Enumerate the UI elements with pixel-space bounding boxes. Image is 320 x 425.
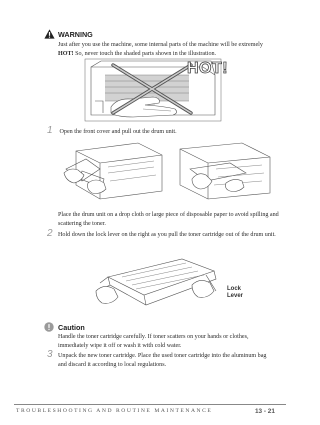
step-2-text: Hold down the lock lever on the right as you pull the toner cartridge out of the drum unit. xyxy=(58,232,276,238)
caution-heading: Caution xyxy=(58,323,85,332)
warning-text-before: Just after you use the machine, some internal parts of the machine will be extremely xyxy=(58,42,263,48)
open-cover-illustration xyxy=(60,139,168,203)
step-1-text: Open the front cover and pull out the drum unit. xyxy=(58,129,177,135)
drum-note-text: Place the drum unit on a drop cloth or large piece of disposable paper to avoid spilling and scattering the toner. xyxy=(58,212,279,227)
lock-lever-label xyxy=(227,286,243,299)
step-2-number: 2 xyxy=(47,228,53,239)
hot-label: HOT! xyxy=(187,60,229,77)
caution-text: Handle the toner cartridge carefully. If toner scatters on your hands or clothes, immediately wipe it off or wash it with cold water. xyxy=(58,334,249,349)
lock-label-line2: Lever xyxy=(227,292,244,299)
caution-icon xyxy=(44,322,54,332)
footer-section-title: TROUBLESHOOTING AND ROUTINE MAINTENANCE xyxy=(16,408,213,414)
drum-unit-illustration xyxy=(96,251,224,313)
warning-text-after: So, never touch the shaded parts shown in the illustration. xyxy=(73,50,217,57)
pull-drum-illustration xyxy=(170,139,276,203)
lock-label-line1: Lock xyxy=(227,286,242,292)
step-3-number: 3 xyxy=(47,349,53,360)
page-number: 13 - 21 xyxy=(255,408,275,415)
warning-heading: WARNING xyxy=(58,30,93,39)
warning-hot-emphasis: HOT! xyxy=(58,50,74,57)
footer-rule xyxy=(14,404,286,405)
step-1-number: 1 xyxy=(47,125,53,136)
warning-text xyxy=(58,41,276,58)
warning-triangle-icon xyxy=(44,29,55,39)
step-3-text: Unpack the new toner cartridge. Place the used toner cartridge into the aluminum bag and discard it according to local regulations. xyxy=(58,353,267,368)
